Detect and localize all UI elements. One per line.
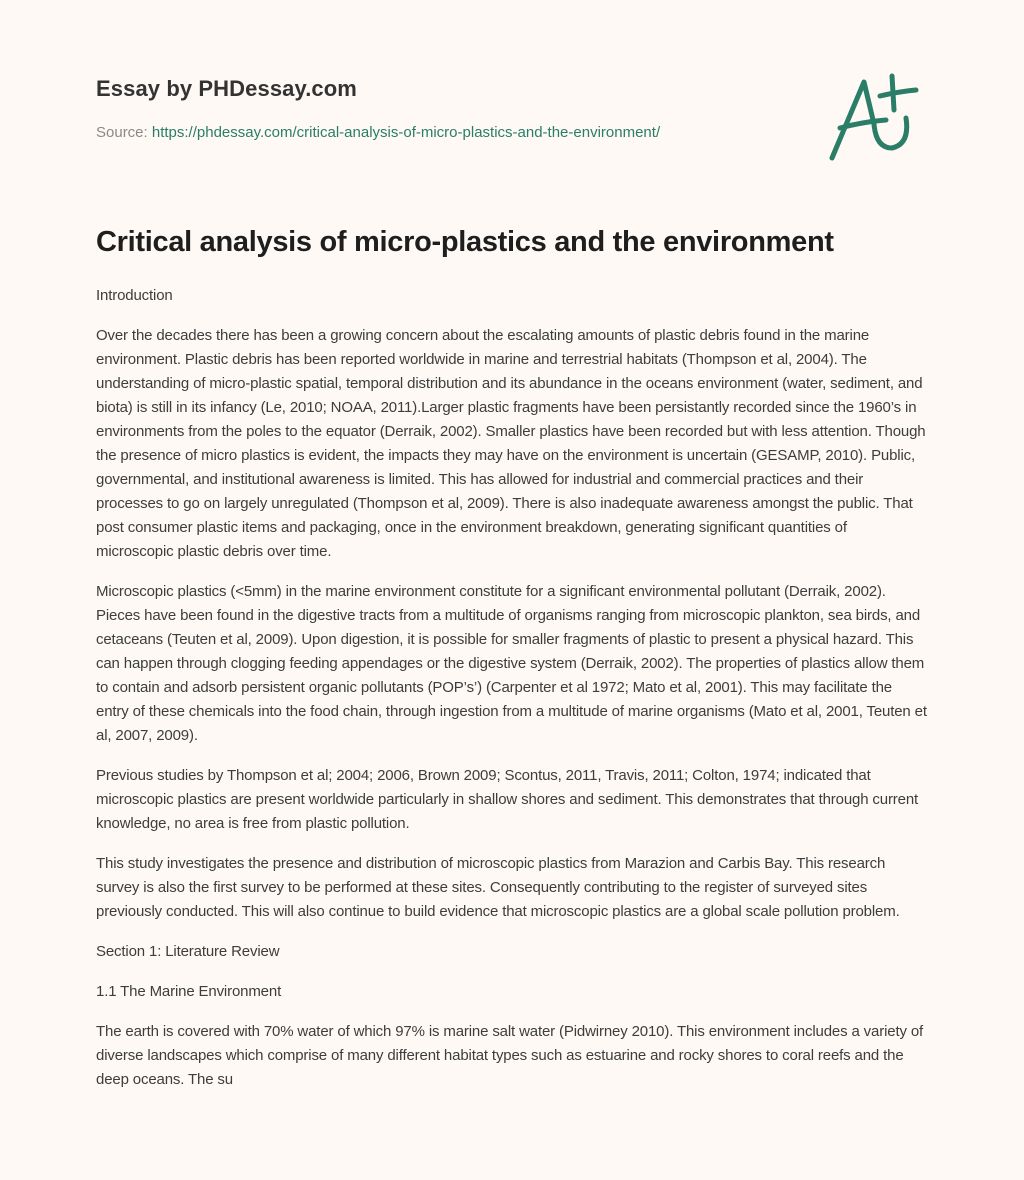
paragraph: Previous studies by Thompson et al; 2004; 2006, Brown 2009; Scontus, 2011, Travis, 2011; Colton, 1974; indicated that microscopic plastics are present worldwide particularly in shallow shores and sediment. This demonstrates that through current knowledge, no area is free from plastic pollution. xyxy=(96,767,919,832)
source-line xyxy=(96,124,660,141)
a-plus-grade-icon xyxy=(824,66,928,166)
page-title: Critical analysis of micro-plastics and the environment xyxy=(96,226,834,258)
paragraph: The earth is covered with 70% water of which 97% is marine salt water (Pidwirney 2010). This environment includes a variety of diverse landscapes which comprise of many different habitat types such as estuarine and rocky shores to coral reefs and the deep oceans. The su xyxy=(96,1023,924,1088)
paragraph: Over the decades there has been a growing concern about the escalating amounts of plastic debris found in the marine environment. Plastic debris has been reported worldwide in marine and terrestrial habitats (Thompson et al, 2004). The understanding of micro-plastic spatial, temporal distribution and its abundance in the oceans environment (water, sediment, and biota) is still in its infancy (Le, 2010; NOAA, 2011).Larger plastic fragments have been persistantly recorded since the 1960’s in environments from the poles to the equator (Derraik, 2002). Smaller plastics have been recorded but with less attention. Though the presence of micro plastics is evident, the impacts they may have on the environment is uncertain (GESAMP, 2010). Public, governmental, and institutional awareness is limited. This has allowed for industrial and commercial practices and their processes to go on largely unregulated (Thompson et al, 2009). There is also inadequate awareness amongst the public. That post consumer plastic items and packaging, once in the environment breakdown, generating significant quantities of microscopic plastic debris over time. xyxy=(96,327,926,560)
essay-body xyxy=(96,284,928,1108)
paragraph: Microscopic plastics (<5mm) in the marine environment constitute for a significant environmental pollutant (Derraik, 2002). Pieces have been found in the digestive tracts from a multitude of organisms ranging from microscopic plankton, sea birds, and cetaceans (Teuten et al, 2009). Upon digestion, it is possible for smaller fragments of plastic to present a physical hazard. This can happen through clogging feeding appendages or the digestive system (Derraik, 2002). The properties of plastics allow them to contain and adsorb persistent organic pollutants (POP’s’) (Carpenter et al 1972; Mato et al, 2001). This may facilitate the entry of these chemicals into the food chain, through ingestion from a multitude of marine organisms (Mato et al, 2001, Teuten et al, 2007, 2009). xyxy=(96,583,927,744)
brand-title: Essay by PHDessay.com xyxy=(96,76,357,101)
paragraph: This study investigates the presence and distribution of microscopic plastics from Marazion and Carbis Bay. This research survey is also the first survey to be performed at these sites. Consequently contributing to the register of surveyed sites previously conducted. This will also continue to build evidence that microscopic plastics are a global scale pollution problem. xyxy=(96,855,900,920)
page-header xyxy=(96,0,928,258)
source-link[interactable]: https://phdessay.com/critical-analysis-of-micro-plastics-and-the-environment/ xyxy=(151,124,661,141)
essay-page xyxy=(96,0,928,1088)
section-heading-introduction: Introduction xyxy=(96,287,173,304)
subsection-heading-marine-environment: 1.1 The Marine Environment xyxy=(96,983,282,1000)
section-heading-literature-review: Section 1: Literature Review xyxy=(96,943,280,960)
source-label: Source: xyxy=(96,124,148,141)
